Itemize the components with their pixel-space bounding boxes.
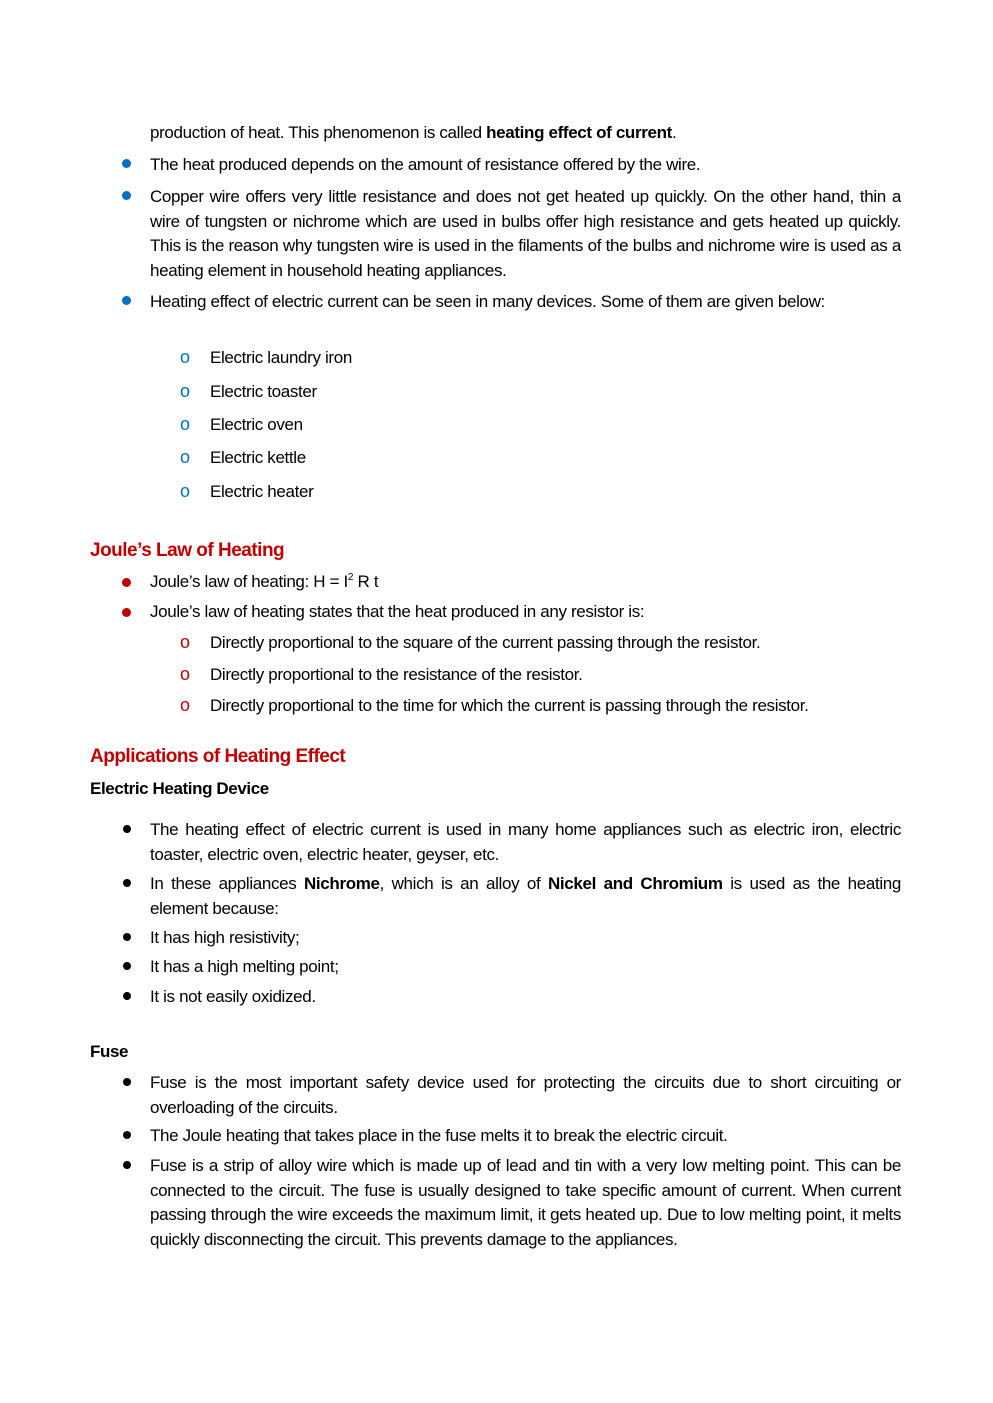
subheading-fuse: Fuse	[90, 1042, 129, 1061]
bullet-icon	[123, 933, 131, 941]
formula-text-rest: R t	[353, 572, 379, 591]
bullet-icon	[122, 191, 131, 200]
joule-formula	[150, 571, 378, 593]
formula-exponent: 2	[347, 572, 354, 583]
intro-bullet-1: The heat produced depends on the amount of resistance offered by the wire.	[150, 155, 701, 174]
bullet-icon	[123, 992, 131, 1000]
bullet-icon	[123, 1161, 131, 1169]
circle-bullet-icon: o	[180, 414, 191, 434]
text: , which is an alloy of	[379, 874, 548, 893]
intro-continuation-text: production of heat. This phenomenon is called	[150, 123, 487, 142]
intro-bullet-2: Copper wire offers very little resistance and does not get heated up quickly. On the other hand, thin a wire of tungsten or nichrome which are used in bulbs offer high resistance and gets heated up quickly. This is the reason why tungsten wire is used in the filaments of the bulbs and nichrome wire is used as a heating element in household heating appliances.	[150, 187, 901, 280]
joule-statement: Joule’s law of heating states that the heat produced in any resistor is:	[150, 602, 645, 621]
circle-bullet-icon: o	[180, 347, 191, 367]
intro-bullet-3: Heating effect of electric current can be seen in many devices. Some of them are given below:	[150, 292, 825, 311]
circle-bullet-icon: o	[180, 632, 191, 652]
device-item: Electric heater	[210, 482, 314, 501]
circle-bullet-icon: o	[180, 481, 191, 501]
bullet-icon	[122, 608, 131, 617]
device-bullet-1: The heating effect of electric current is used in many home appliances such as electric iron, electric toaster, electric oven, electric heater, geyser, etc.	[150, 820, 901, 864]
circle-bullet-icon: o	[180, 664, 191, 684]
joule-point: Directly proportional to the square of the current passing through the resistor.	[210, 633, 761, 652]
period: .	[671, 123, 677, 142]
fuse-bullet-1: Fuse is the most important safety device used for protecting the circuits due to short circuiting or overloading of the circuits.	[150, 1073, 901, 1117]
formula-text: Joule’s law of heating: H = I	[150, 572, 348, 591]
joule-point: Directly proportional to the time for which the current is passing through the resistor.	[210, 696, 809, 715]
fuse-bullet-2: The Joule heating that takes place in the fuse melts it to break the electric circuit.	[150, 1126, 728, 1145]
intro-continuation	[150, 121, 901, 146]
device-bullet-3: It has high resistivity;	[150, 928, 300, 947]
device-bullet-2	[150, 872, 901, 921]
bullet-icon	[122, 296, 131, 305]
device-bullet-4: It has a high melting point;	[150, 957, 339, 976]
joule-point: Directly proportional to the resistance of the resistor.	[210, 665, 583, 684]
key-term-nickel-chromium: Nickel and Chromium	[547, 874, 723, 893]
subheading-electric-heating-device: Electric Heating Device	[90, 779, 269, 798]
text: In these appliances	[150, 874, 304, 893]
key-term-nichrome: Nichrome	[304, 874, 380, 893]
fuse-bullet-3: Fuse is a strip of alloy wire which is made up of lead and tin with a very low melting point. This can be connected to the circuit. The fuse is usually designed to take specific amount of current. When current passing through the wire exceeds the maximum limit, it gets heated up. Due to low melting point, it melts quickly disconnecting the circuit. This prevents damage to the appliances.	[150, 1156, 901, 1249]
device-item: Electric laundry iron	[210, 348, 352, 367]
bullet-icon	[122, 578, 131, 587]
device-item: Electric oven	[210, 415, 303, 434]
circle-bullet-icon: o	[180, 381, 191, 401]
text: is used as the heating element because:	[150, 874, 901, 918]
circle-bullet-icon: o	[180, 447, 191, 467]
device-bullet-5: It is not easily oxidized.	[150, 987, 316, 1006]
circle-bullet-icon: o	[180, 695, 191, 715]
section-heading-joules-law: Joule’s Law of Heating	[90, 540, 285, 561]
bullet-icon	[122, 159, 131, 168]
key-term-heating-effect: heating effect of current	[486, 123, 672, 142]
bullet-icon	[123, 825, 131, 833]
bullet-icon	[123, 1131, 131, 1139]
bullet-icon	[123, 962, 131, 970]
device-item: Electric kettle	[210, 448, 306, 467]
bullet-icon	[123, 1078, 131, 1086]
device-item: Electric toaster	[210, 382, 317, 401]
section-heading-applications: Applications of Heating Effect	[90, 746, 346, 767]
bullet-icon	[123, 879, 131, 887]
